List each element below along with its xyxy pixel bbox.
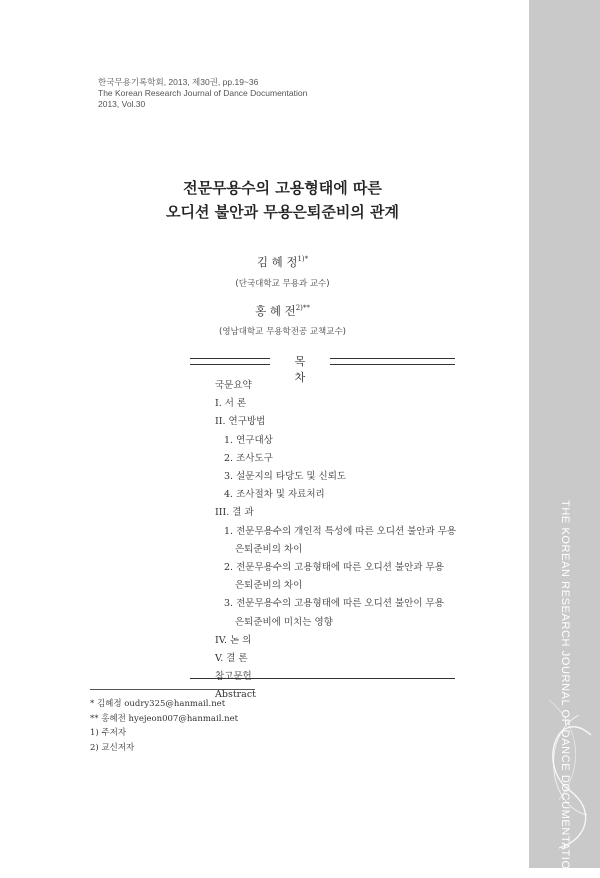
- paper-title-line-1: 전문무용수의 고용형태에 따른: [183, 179, 382, 197]
- author-1-affiliation: (단국대학교 무용과 교수): [235, 279, 330, 289]
- toc-item: 국문요약: [215, 380, 252, 391]
- toc-bottom-rule: [190, 678, 455, 679]
- toc-item: 참고문헌: [215, 671, 252, 683]
- toc-item: 1. 전문무용수의 개인적 특성에 따른 오디션 불안과 무용: [224, 525, 457, 537]
- toc-item: 3. 전문무용수의 고용형태에 따른 오디션 불안이 무용: [224, 598, 444, 610]
- author-2: [60, 303, 505, 319]
- footnote: 1) 주저자: [90, 728, 127, 738]
- toc-item: 3. 설문지의 타당도 및 신뢰도: [224, 471, 347, 483]
- toc-item-continued: 은퇴준비에 미치는 영향: [235, 616, 333, 628]
- toc-item: V. 결 론: [215, 653, 248, 665]
- footnotes: [90, 697, 238, 755]
- toc-item: II. 연구방법: [215, 416, 266, 428]
- author-1: [60, 254, 505, 270]
- toc-item: IV. 논 의: [215, 634, 252, 646]
- toc-item-continued: 은퇴준비의 차이: [235, 580, 303, 592]
- toc-item-continued: 은퇴준비의 차이: [235, 543, 303, 555]
- journal-info-volume: 2013, Vol.30: [98, 99, 146, 109]
- toc-item: Abstract: [215, 689, 256, 701]
- paper-title-line-2: 오디션 불안과 무용은퇴준비의 관계: [165, 203, 400, 221]
- footnote: 2) 교신저자: [90, 742, 135, 753]
- toc-item: I. 서 론: [215, 398, 247, 410]
- journal-info-korean: 한국무용기록학회, 2013, 제30권, pp.19~36: [98, 77, 259, 87]
- toc-item: III. 결 과: [215, 507, 254, 519]
- toc-item: 4. 조사절차 및 자료처리: [224, 489, 325, 501]
- side-journal-title: THE KOREAN RESEARCH JOURNAL OF DANCE DOCUMENTATION: [559, 500, 571, 878]
- author-1-mark: 1)*: [297, 255, 309, 264]
- journal-info-english: The Korean Research Journal of Dance Documentation: [98, 88, 308, 98]
- toc-item: 2. 전문무용수의 고용형태에 따른 오디션 불안과 무용: [224, 562, 444, 574]
- journal-info: [98, 77, 307, 110]
- footnote: ** 홍혜전 hyejeon007@hanmail.net: [90, 713, 239, 724]
- toc-item: 1. 연구대상: [224, 434, 273, 446]
- author-2-affiliation: (영남대학교 무용학전공 교책교수): [219, 327, 346, 337]
- author-2-mark: 2)**: [295, 304, 310, 313]
- author-2-name: 홍 혜 전: [255, 304, 296, 318]
- footnote: * 김혜정 oudry325@hanmail.net: [90, 699, 226, 709]
- toc-heading: 목 차: [294, 355, 320, 384]
- toc-item: 2. 조사도구: [224, 452, 273, 464]
- footnote-separator: [90, 689, 255, 690]
- toc-rule-left: [190, 358, 270, 365]
- author-1-name: 김 혜 정: [256, 255, 298, 269]
- toc-rule-right: [330, 358, 455, 365]
- table-of-contents: [215, 377, 456, 705]
